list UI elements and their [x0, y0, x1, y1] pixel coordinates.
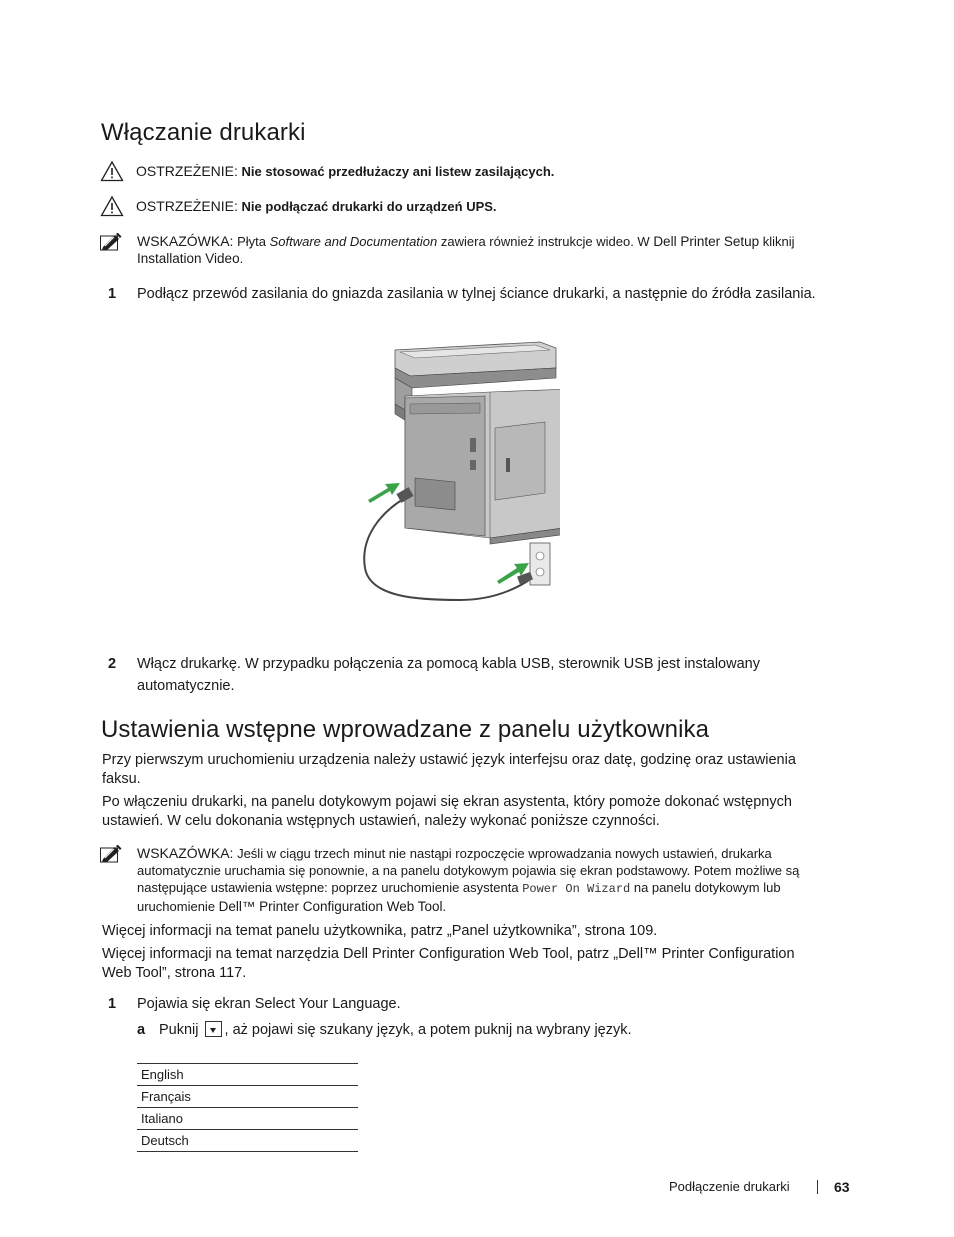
footer-divider	[817, 1180, 818, 1194]
dropdown-arrow-button[interactable]	[205, 1021, 222, 1037]
note-text: Płyta	[237, 234, 266, 249]
step-number: 2	[108, 656, 117, 672]
warning-extension-cords	[100, 160, 554, 182]
link-dell-printer-setup: Dell Printer Setup	[653, 234, 760, 249]
power-on-wizard-code: Power On Wizard	[522, 882, 631, 896]
note-end: .	[239, 251, 244, 266]
step-1-select-language	[108, 993, 828, 1015]
paragraph-first-start: Przy pierwszym uruchomieniu urządzenia należy ustawić język interfejsu oraz datę, godzinę oraz ustawienia faksu.	[102, 752, 796, 787]
note-video-instructions	[100, 233, 840, 267]
warning-text: Nie podłączać drukarki do urządzeń UPS.	[241, 199, 497, 214]
paragraph-panel-reference: Więcej informacji na temat panelu użytkownika, patrz „Panel użytkownika”, strona 109.	[102, 923, 658, 939]
page-number: 63	[834, 1179, 850, 1195]
language-item[interactable]: Deutsch	[137, 1130, 358, 1152]
step-1-connect-power	[108, 283, 828, 305]
note-label: WSKAZÓWKA:	[137, 233, 234, 249]
table-row[interactable]	[137, 1130, 358, 1152]
warning-ups	[100, 195, 497, 217]
substep-text-part: , aż pojawi się szukany język, a potem puknij na wybrany język.	[224, 1022, 632, 1038]
step-text: Włącz drukarkę. W przypadku połączenia za pomocą kabla USB, sterownik USB jest instalowany automatycznie.	[137, 656, 760, 694]
para-text: , patrz „Dell™ Printer Configuration Web Tool”, strona 117.	[102, 946, 795, 981]
note-text: kliknij	[762, 234, 795, 249]
step-number: 1	[108, 996, 117, 1012]
step-text: Podłącz przewód zasilania do gniazda zasilania w tylnej ściance drukarki, a następnie do źródła zasilania.	[137, 286, 816, 302]
note-pencil-icon	[100, 233, 122, 251]
link-installation-video: Installation Video	[137, 251, 240, 266]
step-text-part: Pojawia się ekran	[137, 996, 251, 1012]
section-title-initial-settings: Ustawienia wstępne wprowadzane z panelu użytkownika	[101, 716, 710, 743]
warning-triangle-icon	[100, 160, 124, 182]
step-number: 1	[108, 286, 117, 302]
language-item[interactable]: Français	[137, 1086, 358, 1108]
substep-text	[159, 1019, 857, 1041]
note-pencil-icon	[100, 845, 122, 863]
printer-illustration	[360, 338, 560, 608]
table-row[interactable]	[137, 1108, 358, 1130]
note-text: Jeśli w ciągu trzech minut nie nastąpi rozpoczęcie wprowadzania nowych ustawień, drukarka automatycznie uruchamia się ponownie, a na panelu dotykowym pojawia się ekran podstawowy. Potem możliwe są następujące ustawienia wstępne: poprzez uruchomienie asystenta	[137, 846, 800, 895]
arrow-icon	[368, 483, 400, 503]
substep-text-part: Puknij	[159, 1022, 199, 1038]
warning-label: OSTRZEŻENIE:	[136, 198, 238, 214]
language-list	[137, 1063, 358, 1152]
link-web-tool: Dell Printer Configuration Web Tool	[342, 946, 569, 962]
warning-text: Nie stosować przedłużaczy ani listew zasilających.	[241, 164, 555, 179]
table-row[interactable]	[137, 1064, 358, 1086]
screen-name: Select Your Language	[254, 996, 397, 1012]
note-label: WSKAZÓWKA:	[137, 845, 234, 861]
substep-a	[137, 1019, 857, 1041]
warning-label: OSTRZEŻENIE:	[136, 163, 238, 179]
paragraph-wizard: Po włączeniu drukarki, na panelu dotykowym pojawi się ekran asystenta, który pomoże dokonać wstępnych ustawień. W celu dokonania wstępnych ustawień, należy wykonać poniższe czynności.	[102, 794, 792, 829]
section-title-powering-on: Włączanie drukarki	[101, 119, 306, 146]
table-row[interactable]	[137, 1086, 358, 1108]
footer-section: Podłączenie drukarki	[669, 1179, 790, 1194]
para-text: Więcej informacji na temat narzędzia	[102, 946, 339, 962]
link-web-tool: Dell™ Printer Configuration Web Tool	[218, 899, 443, 914]
note-end: .	[442, 899, 447, 914]
warning-triangle-icon	[100, 195, 124, 217]
note-text: zawiera również instrukcje wideo. W	[440, 234, 650, 249]
step-text	[137, 993, 828, 1015]
note-restart	[100, 845, 840, 915]
note-text: na panelu dotykowym lub uruchomienie	[137, 880, 781, 914]
substep-letter: a	[137, 1022, 146, 1038]
step-2-turn-on	[108, 653, 828, 697]
note-disc-name: Software and Documentation	[269, 234, 438, 249]
language-item[interactable]: English	[137, 1064, 358, 1086]
step-end: .	[396, 996, 401, 1012]
language-item[interactable]: Italiano	[137, 1108, 358, 1130]
paragraph-webtool-reference	[102, 945, 822, 983]
